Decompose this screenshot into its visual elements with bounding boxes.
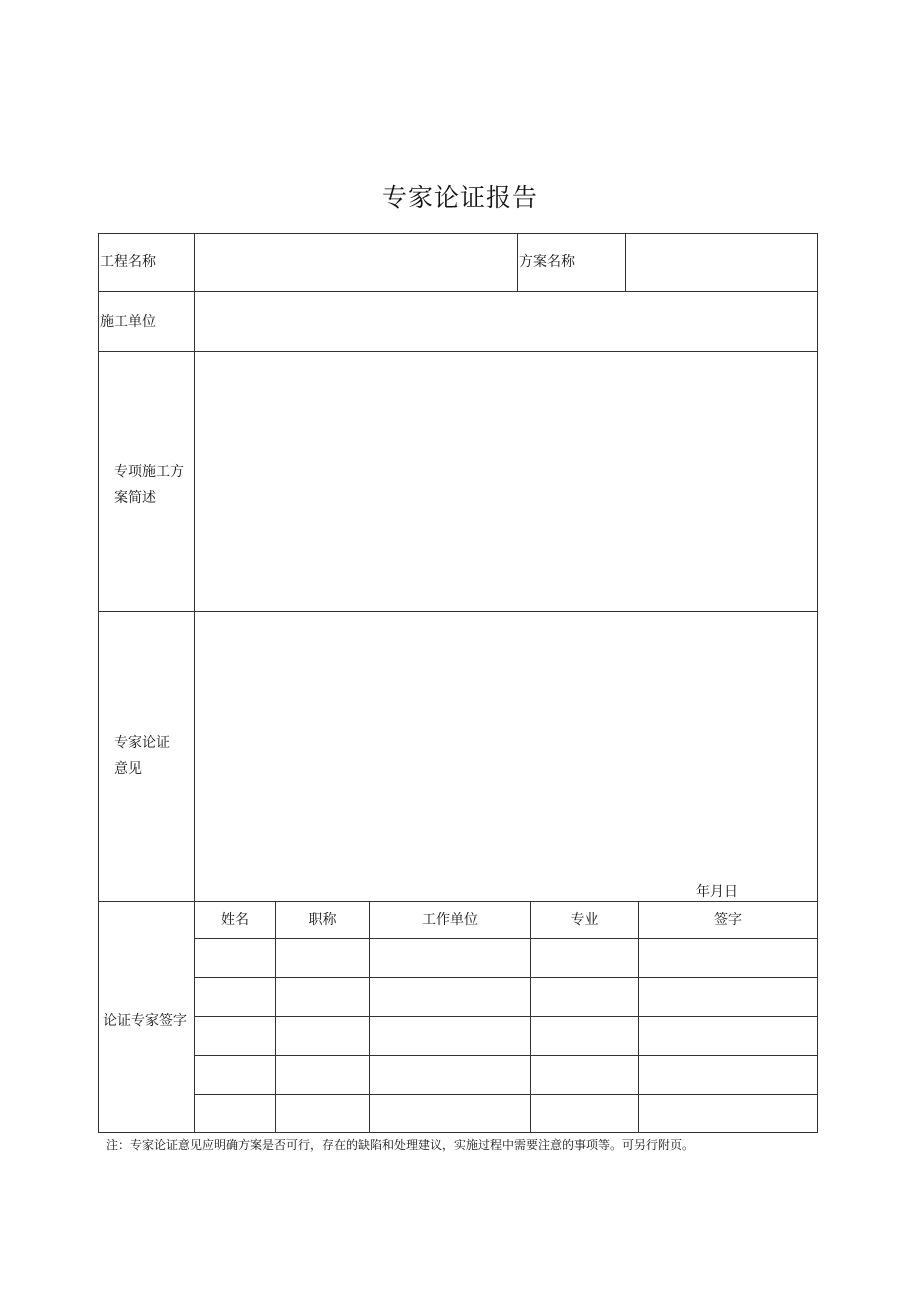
signature-cell[interactable] bbox=[531, 1017, 638, 1055]
signature-cell[interactable] bbox=[195, 1056, 275, 1094]
signature-cell[interactable] bbox=[531, 939, 638, 977]
signature-header-title: 职称 bbox=[308, 912, 337, 928]
signature-cell[interactable] bbox=[276, 1056, 369, 1094]
signature-cell[interactable] bbox=[639, 978, 817, 1016]
signature-cell[interactable] bbox=[195, 939, 275, 977]
plan-summary-label: 专项施工方案简述 bbox=[114, 464, 184, 506]
project-name-label: 工程名称 bbox=[100, 254, 156, 270]
construction-unit-label: 施工单位 bbox=[100, 314, 156, 330]
signature-cell[interactable] bbox=[370, 1056, 530, 1094]
page-title: 专家论证报告 bbox=[381, 183, 538, 212]
signature-header-workplace: 工作单位 bbox=[422, 912, 478, 928]
signature-cell[interactable] bbox=[639, 1095, 817, 1133]
signature-header-specialty: 专业 bbox=[570, 912, 599, 928]
form-border-right bbox=[817, 233, 818, 1133]
signature-cell[interactable] bbox=[639, 1017, 817, 1055]
plan-name-label: 方案名称 bbox=[519, 254, 575, 270]
signature-cell[interactable] bbox=[370, 1017, 530, 1055]
signature-cell[interactable] bbox=[276, 1017, 369, 1055]
plan-summary-field[interactable] bbox=[195, 352, 817, 611]
cell-divider bbox=[517, 233, 518, 291]
signature-cell[interactable] bbox=[531, 1056, 638, 1094]
form-border-left bbox=[98, 233, 99, 1133]
project-name-field[interactable] bbox=[195, 234, 517, 291]
signature-cell[interactable] bbox=[639, 1056, 817, 1094]
expert-signatures-label: 论证专家签字 bbox=[103, 1013, 187, 1029]
signature-cell[interactable] bbox=[370, 1095, 530, 1133]
signature-cell[interactable] bbox=[195, 1095, 275, 1133]
report-form bbox=[98, 233, 818, 1133]
signature-header-name: 姓名 bbox=[221, 912, 249, 928]
signature-cell[interactable] bbox=[195, 1017, 275, 1055]
signature-cell[interactable] bbox=[531, 978, 638, 1016]
construction-unit-field[interactable] bbox=[195, 292, 817, 351]
signature-cell[interactable] bbox=[276, 978, 369, 1016]
plan-name-field[interactable] bbox=[626, 234, 817, 291]
footnote: 注：专家论证意见应明确方案是否可行，存在的缺陷和处理建议，实施过程中需要注意的事项等。可另行附页。 bbox=[106, 1138, 695, 1152]
expert-opinion-field[interactable] bbox=[195, 612, 817, 882]
signature-cell[interactable] bbox=[276, 939, 369, 977]
date-label: 年月日 bbox=[696, 884, 738, 900]
signature-cell[interactable] bbox=[195, 978, 275, 1016]
signature-cell[interactable] bbox=[370, 978, 530, 1016]
expert-opinion-label: 专家论证意见 bbox=[114, 735, 170, 777]
signature-cell[interactable] bbox=[639, 939, 817, 977]
signature-header-signature: 签字 bbox=[714, 912, 742, 928]
signature-cell[interactable] bbox=[531, 1095, 638, 1133]
signature-cell[interactable] bbox=[276, 1095, 369, 1133]
signature-cell[interactable] bbox=[370, 939, 530, 977]
